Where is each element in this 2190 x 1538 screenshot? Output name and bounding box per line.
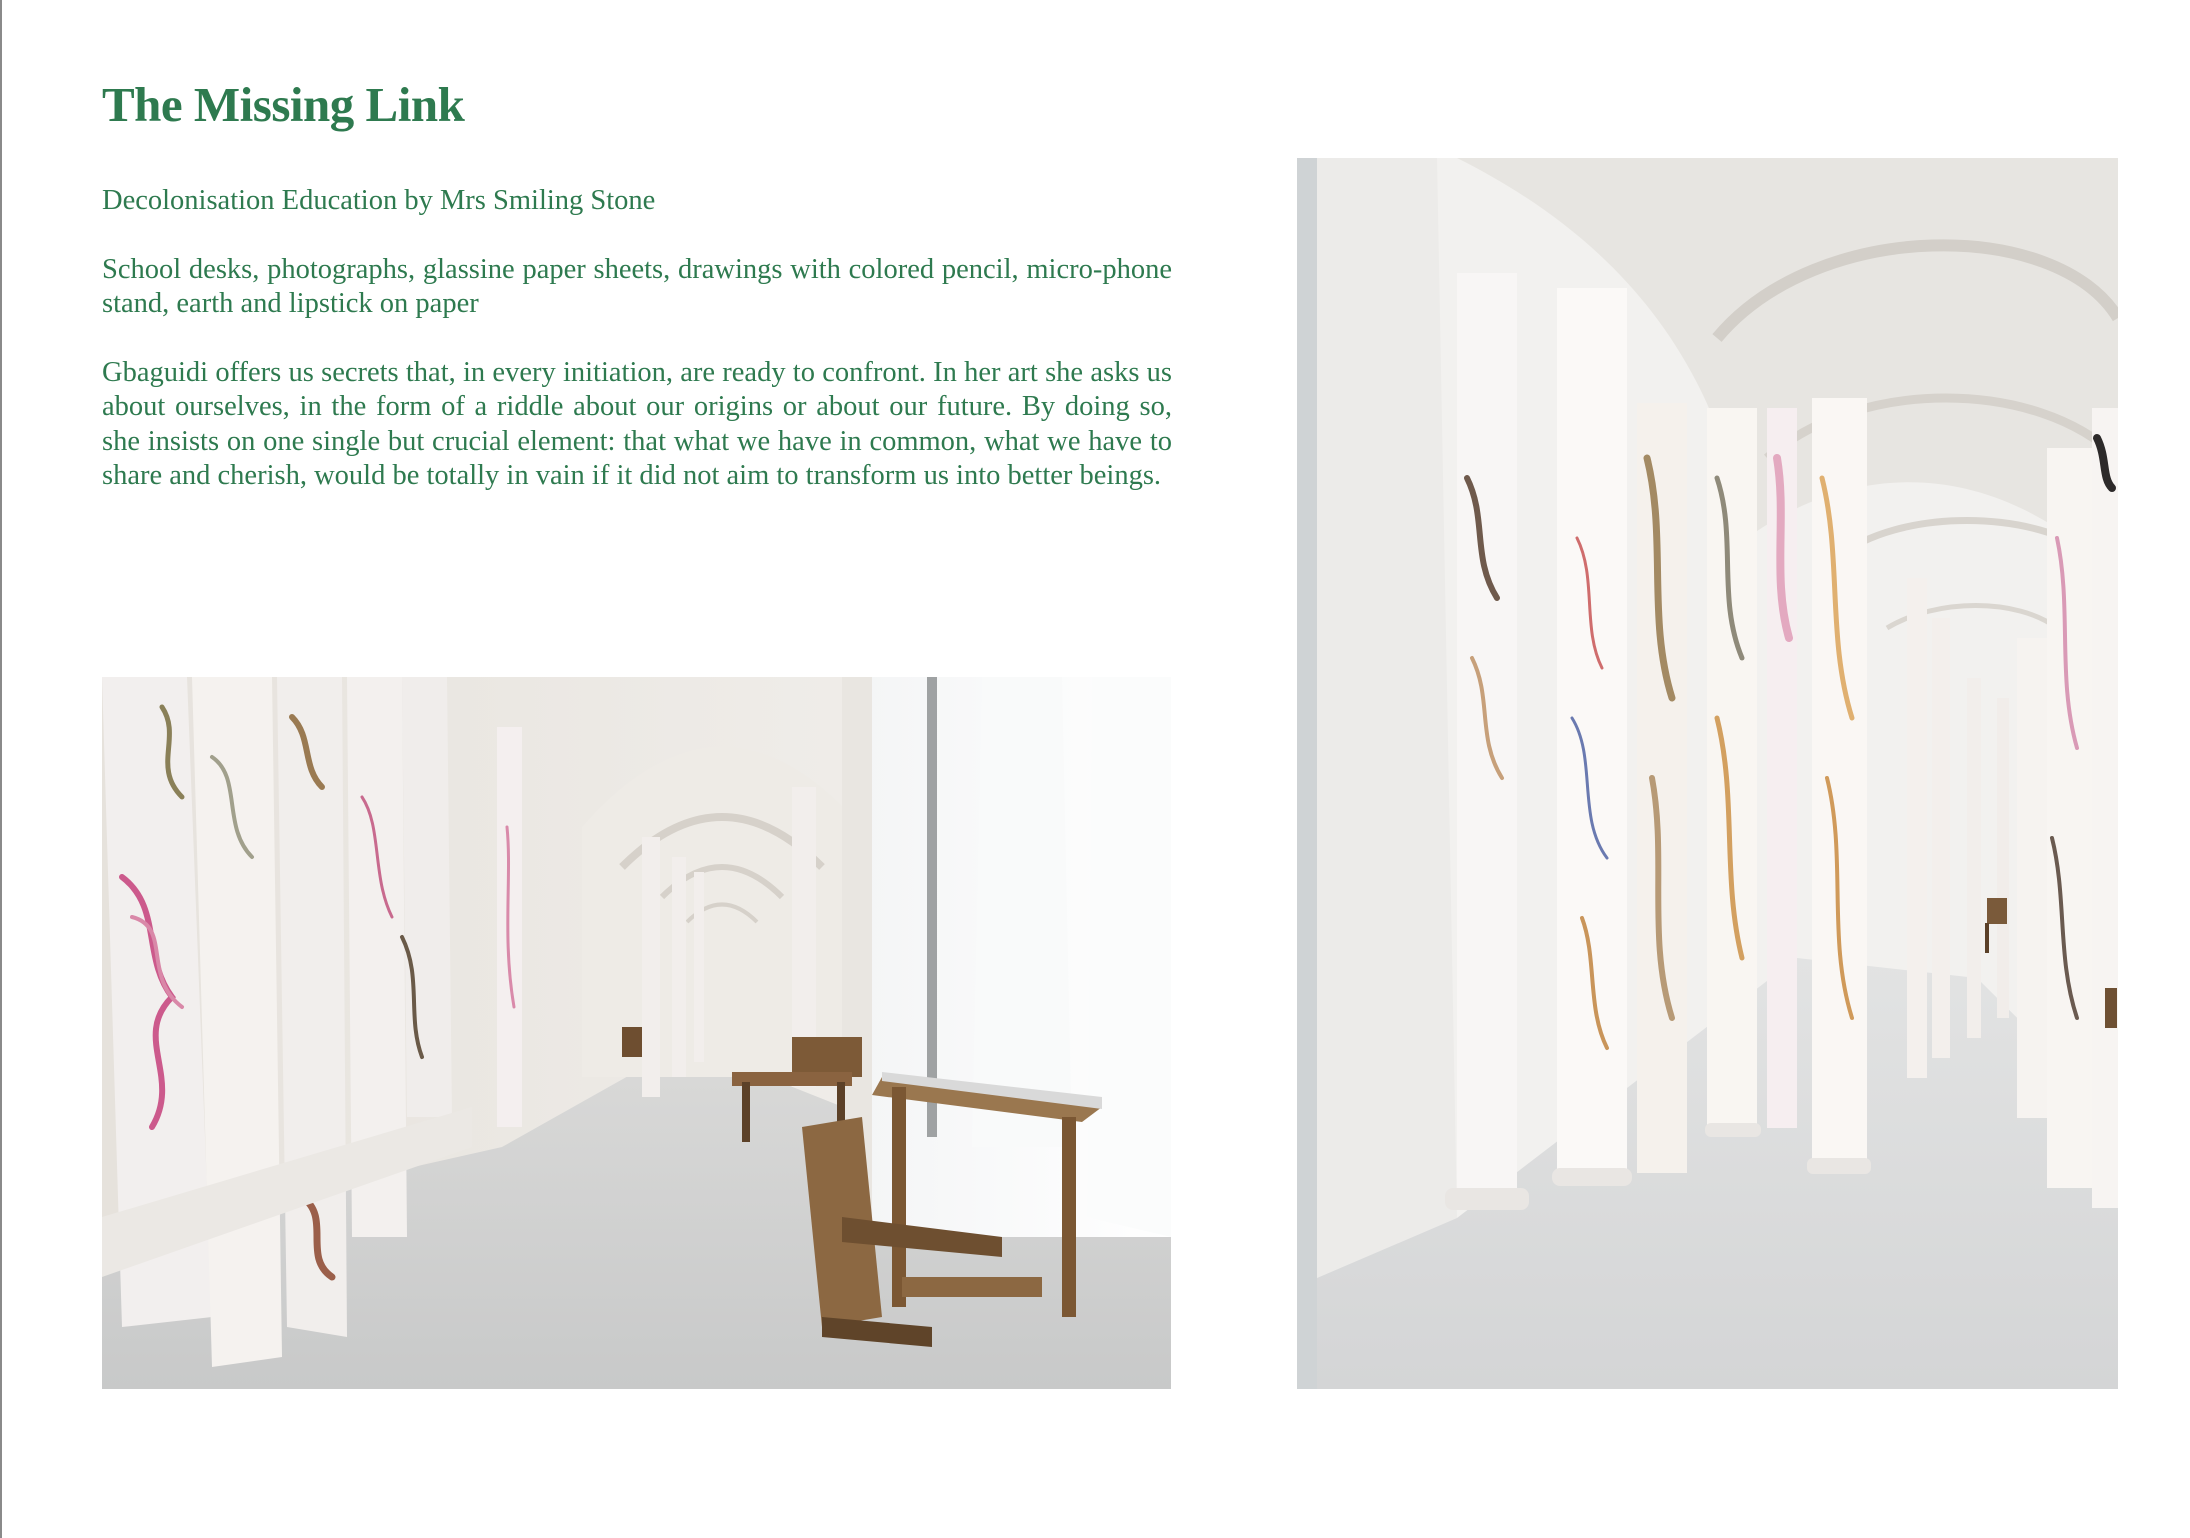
artwork-description: Gbaguidi offers us secrets that, in every initiation, are ready to confront. In her art she asks us about ourselves, in the form of a riddle about our origins or about our future. By doing so, she insists on one single but crucial element: that what we have in common, what we have to share and cherish, would be totally in vain if it did not aim to transform us into better beings. [102, 356, 1172, 491]
hanging-scrolls-photo [1297, 158, 2118, 1389]
page-title: The Missing Link [102, 77, 465, 132]
exhibition-corridor-photo [102, 677, 1171, 1389]
artwork-materials: School desks, photographs, glassine paper sheets, drawings with colored pencil, micro-phone stand, earth and lipstick on paper [102, 253, 1172, 319]
text-column [102, 184, 1172, 528]
page-left-edge [0, 0, 2, 1538]
artwork-subtitle: Decolonisation Education by Mrs Smiling Stone [102, 185, 656, 216]
